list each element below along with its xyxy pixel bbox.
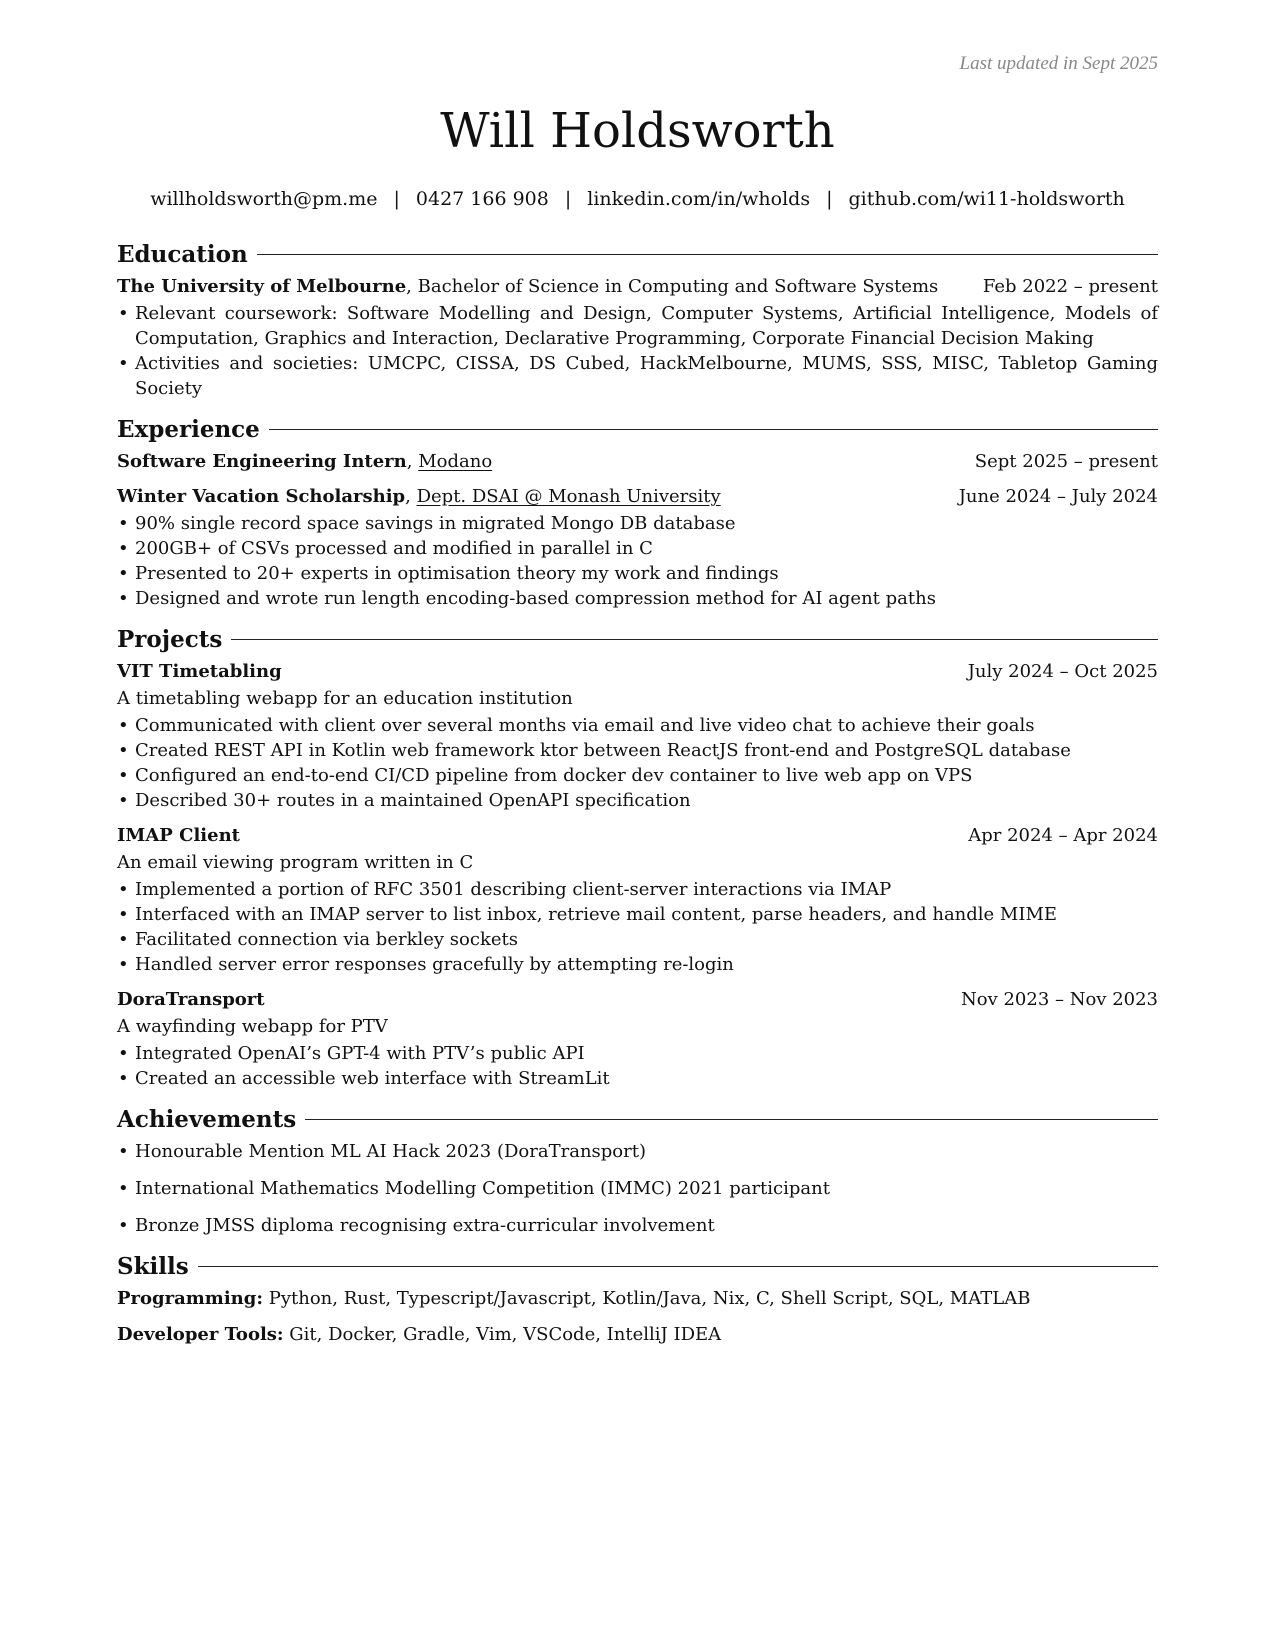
- last-updated-note: Last updated in Sept 2025: [959, 53, 1158, 74]
- list-item: • Designed and wrote run length encoding-based compression method for AI agent paths: [117, 586, 1158, 611]
- section-heading-projects: [117, 625, 1158, 655]
- section-rule: [231, 639, 1158, 640]
- experience-entry-header: [117, 484, 1158, 509]
- contact-phone: 0427 166 908: [415, 188, 549, 210]
- list-item: • 90% single record space savings in migrated Mongo DB database: [117, 511, 1158, 536]
- project-description: A wayfinding webapp for PTV: [117, 1016, 388, 1037]
- list-item: • Bronze JMSS diploma recognising extra-curricular involvement: [117, 1213, 1158, 1238]
- project-description: A timetabling webapp for an education institution: [117, 688, 573, 709]
- section-heading-achievements: [117, 1105, 1158, 1135]
- experience-title: [117, 449, 492, 474]
- skills-list: Python, Rust, Typescript/Javascript, Kotlin/Java, Nix, C, Shell Script, SQL, MATLAB: [263, 1288, 1031, 1309]
- list-item: • Facilitated connection via berkley sockets: [117, 927, 1158, 952]
- experience-org-link[interactable]: Modano: [418, 451, 493, 472]
- section-heading-education: [117, 240, 1158, 270]
- experience-bullets: [117, 511, 1158, 611]
- experience-role: Software Engineering Intern: [117, 451, 407, 472]
- list-item: • Described 30+ routes in a maintained OpenAPI specification: [117, 788, 1158, 813]
- experience-org-link[interactable]: Dept. DSAI @ Monash University: [416, 486, 721, 507]
- project-bullets: [117, 713, 1158, 813]
- section-title: Projects: [117, 626, 223, 653]
- project-title: DoraTransport: [117, 989, 265, 1010]
- education-dates: Feb 2022 – present: [982, 276, 1158, 297]
- achievement-bullets: [117, 1139, 1158, 1238]
- skills-label: Developer Tools:: [117, 1324, 284, 1345]
- project-entry-header: [117, 823, 1158, 848]
- section-rule: [269, 429, 1158, 430]
- skills-label: Programming:: [117, 1288, 264, 1309]
- section-rule: [198, 1266, 1158, 1267]
- contact-separator: |: [826, 188, 833, 210]
- project-bullets: [117, 877, 1158, 977]
- project-description: An email viewing program written in C: [117, 852, 474, 873]
- contact-line: [0, 186, 1275, 212]
- list-item: • Created an accessible web interface with StreamLit: [117, 1066, 1158, 1091]
- list-item: • Handled server error responses gracefully by attempting re-login: [117, 952, 1158, 977]
- contact-separator: |: [564, 188, 572, 210]
- project-entry-header: [117, 987, 1158, 1012]
- project-title: VIT Timetabling: [117, 661, 282, 682]
- project-dates: Nov 2023 – Nov 2023: [960, 989, 1158, 1010]
- resume-name: Will Holdsworth: [440, 103, 835, 159]
- list-item: • Integrated OpenAI’s GPT-4 with PTV’s public API: [117, 1041, 1158, 1066]
- section-title: Achievements: [117, 1106, 297, 1133]
- contact-linkedin-link[interactable]: linkedin.com/in/wholds: [587, 188, 811, 210]
- section-title: Experience: [117, 416, 260, 443]
- comma: ,: [406, 451, 419, 472]
- education-bullets: [117, 301, 1158, 401]
- section-rule: [305, 1119, 1158, 1120]
- list-item: • Implemented a portion of RFC 3501 describing client-server interactions via IMAP: [117, 877, 1158, 902]
- list-item: • International Mathematics Modelling Competition (IMMC) 2021 participant: [117, 1176, 1158, 1201]
- list-item: • 200GB+ of CSVs processed and modified in parallel in C: [117, 536, 1158, 561]
- skills-list: Git, Docker, Gradle, Vim, VSCode, IntelliJ IDEA: [283, 1324, 722, 1345]
- skills-programming: [117, 1286, 1158, 1311]
- section-title: Skills: [117, 1253, 189, 1280]
- contact-github-link[interactable]: github.com/wi11-holdsworth: [848, 188, 1125, 210]
- section-heading-experience: [117, 415, 1158, 445]
- list-item: • Activities and societies: UMCPC, CISSA, DS Cubed, HackMelbourne, MUMS, SSS, MISC, Tabletop Gaming Society: [117, 351, 1158, 401]
- contact-email[interactable]: willholdsworth@pm.me: [150, 188, 378, 210]
- list-item: • Communicated with client over several months via email and live video chat to achieve their goals: [117, 713, 1158, 738]
- project-dates: July 2024 – Oct 2025: [967, 661, 1158, 682]
- education-title: [117, 274, 938, 299]
- project-dates: Apr 2024 – Apr 2024: [968, 825, 1158, 846]
- project-entry-header: [117, 659, 1158, 684]
- skills-developer-tools: [117, 1322, 1158, 1347]
- list-item: • Interfaced with an IMAP server to list inbox, retrieve mail content, parse headers, and handle MIME: [117, 902, 1158, 927]
- comma: ,: [405, 486, 417, 507]
- resume-content: [117, 240, 1158, 1347]
- section-title: Education: [117, 241, 248, 268]
- education-institution: The University of Melbourne: [117, 276, 407, 297]
- experience-dates: June 2024 – July 2024: [958, 486, 1158, 507]
- list-item: • Relevant coursework: Software Modelling and Design, Computer Systems, Artificial Intelligence, Models of Computation, Graphics and Interaction, Declarative Programming, Corporate Financial Decision Making: [117, 301, 1158, 351]
- contact-separator: |: [393, 188, 400, 210]
- list-item: • Presented to 20+ experts in optimisation theory my work and findings: [117, 561, 1158, 586]
- experience-dates: Sept 2025 – present: [974, 451, 1158, 472]
- list-item: • Configured an end-to-end CI/CD pipeline from docker dev container to live web app on VPS: [117, 763, 1158, 788]
- education-degree: , Bachelor of Science in Computing and Software Systems: [406, 276, 939, 297]
- list-item: • Honourable Mention ML AI Hack 2023 (DoraTransport): [117, 1139, 1158, 1164]
- list-item: • Created REST API in Kotlin web framework ktor between ReactJS front-end and PostgreSQL database: [117, 738, 1158, 763]
- project-title: IMAP Client: [117, 825, 240, 846]
- experience-entry-header: [117, 449, 1158, 474]
- experience-role: Winter Vacation Scholarship: [117, 486, 406, 507]
- section-rule: [257, 254, 1158, 255]
- project-bullets: [117, 1041, 1158, 1091]
- section-heading-skills: [117, 1252, 1158, 1282]
- education-entry-header: [117, 274, 1158, 299]
- experience-title: [117, 484, 721, 509]
